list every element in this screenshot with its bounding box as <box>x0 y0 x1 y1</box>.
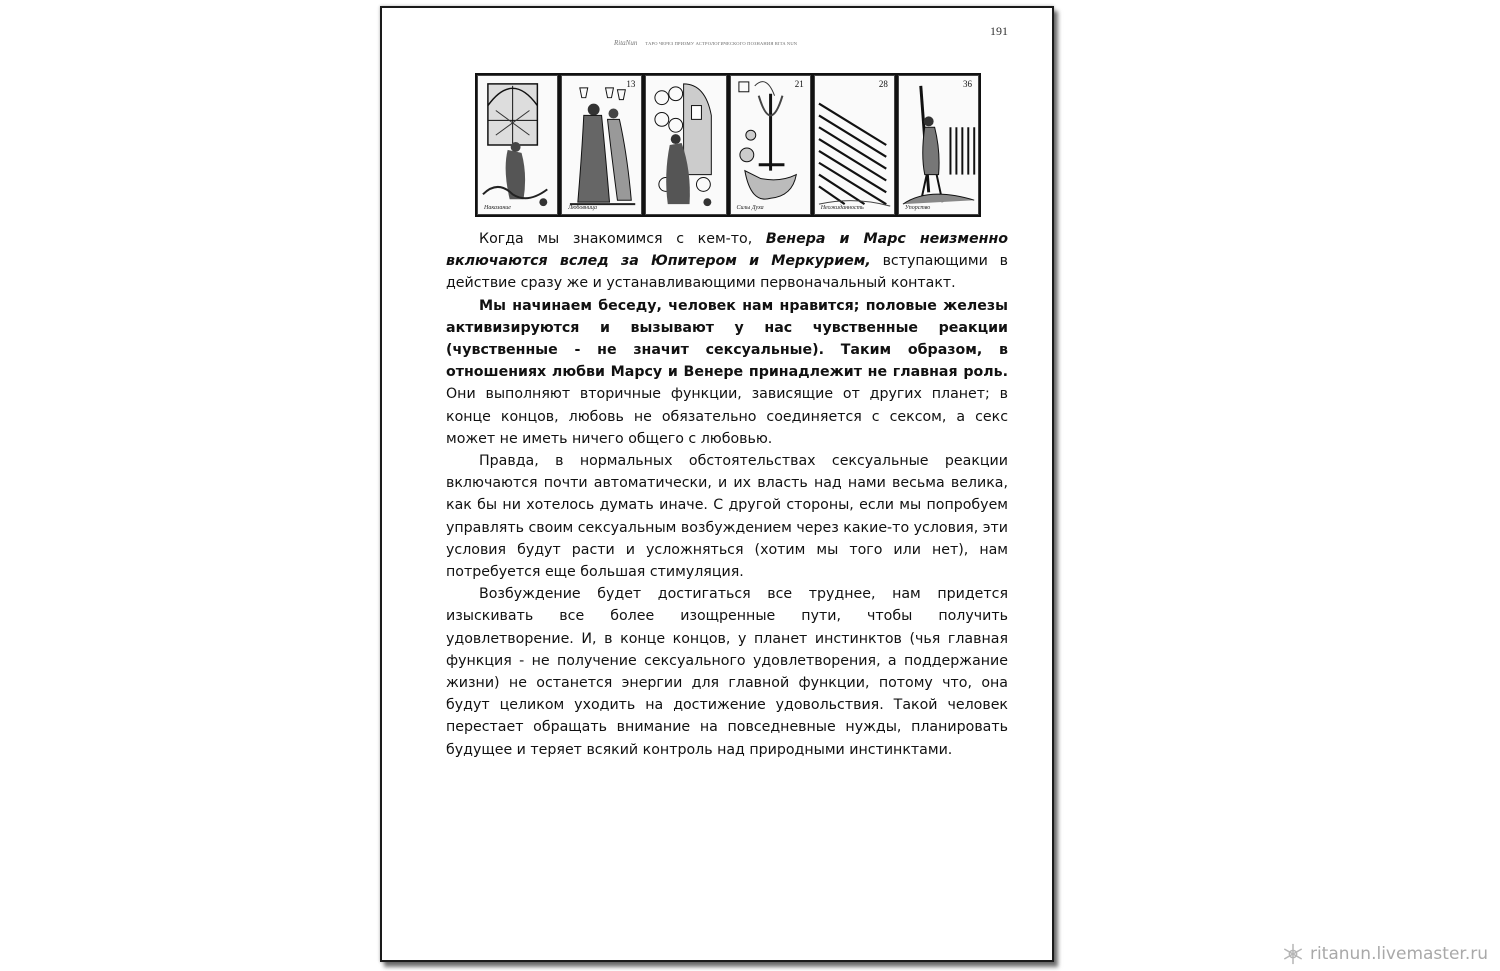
header-signature: RitaNun <box>614 39 638 47</box>
card-number: 21 <box>794 79 804 89</box>
paragraph <box>446 583 1008 761</box>
tarot-card-1 <box>477 75 558 215</box>
header-title: ТАРО ЧЕРЕЗ ПРИЗМУ АСТРОЛОГИЧЕСКОГО ПОЗНАНИЯ RITA NUN <box>645 40 798 46</box>
tarot-card-2 <box>561 75 642 215</box>
paragraph-text: Возбуждение будет достигаться все труднее, нам придется изыскивать все более изощренные пути, чтобы получить удовлетворение. И, в конце концов, у планет инстинктов (чья главная функция - не получение сексуального удовлетворения, а поддержание жизни) не останется энергии для главной функции, потому что, она будут целиком уходить на достижение удовольствия. Такой человек перестает обращать внимание на повседневные нужды, планировать будущее и теряет всякий контроль над природными инстинктами. <box>446 586 1008 758</box>
card-number: 36 <box>963 79 973 89</box>
watermark-text: ritanun.livemaster.ru <box>1309 944 1488 964</box>
paragraph-text: Правда, в нормальных обстоятельствах сексуальные реакции включаются почти автоматически, и их власть над нами весьма велика, как бы ни хотелось думать иначе. С другой стороны, если мы попробуем управлять своим сексуальным возбуждением через какие-то условия, эти условия будут расти и усложняться (хотим мы того или нет), нам потребуется еще большая стимуляция. <box>446 453 1008 581</box>
man-with-staff-illustration <box>899 76 978 214</box>
card-number: 28 <box>878 79 888 89</box>
paragraph-text: Когда мы знакомимся с кем-то, <box>479 231 766 247</box>
tarot-card-5 <box>814 75 895 215</box>
pentacles-tower-illustration <box>646 76 725 214</box>
watermark <box>1282 943 1488 965</box>
card-caption: Наказание <box>484 205 511 211</box>
paragraph-text: Они выполняют вторичные функции, зависящие от других планет; в конце концов, любовь не обязательно соединяется с сексом, а секс может не иметь ничего общего с любовью. <box>446 386 1008 447</box>
card-caption: Силы Духа <box>736 205 764 211</box>
tarot-card-3 <box>645 75 726 215</box>
card-caption: Неожиданность <box>820 205 864 211</box>
stained-glass-window-illustration <box>478 76 557 214</box>
paragraph-text: вступающими в действие сразу же и устанавливающими первоначальный контакт. <box>446 253 1008 292</box>
running-header <box>614 38 844 48</box>
figures-with-cups-illustration <box>562 76 641 214</box>
bold-text: Мы начинаем беседу, человек нам нравится; половые железы активизируются и вызывают у нас чувственные реакции (чувственные - не значит сексуальные). Таким образом, в отношениях любви Марсу и Венере принадлежит не главная роль. <box>446 297 1008 381</box>
paragraph <box>446 228 1008 295</box>
tarot-cards-illustration <box>475 73 981 217</box>
paragraph <box>446 295 1008 450</box>
card-number: 13 <box>626 79 636 89</box>
card-caption: Любовница <box>568 205 597 211</box>
hand-with-sword-illustration <box>731 76 810 214</box>
card-caption: Упорство <box>904 205 931 211</box>
tarot-card-6 <box>898 75 979 215</box>
emphasis-text: Венера и Марс неизменно включаются вслед за Юпитером и Меркурием, <box>446 231 1008 270</box>
body-text <box>446 228 1008 761</box>
tarot-card-4 <box>730 75 811 215</box>
paragraph <box>446 450 1008 583</box>
page-number: 191 <box>990 24 1008 38</box>
snowflake-logo-icon <box>1282 943 1304 965</box>
flying-wands-illustration <box>815 76 894 214</box>
